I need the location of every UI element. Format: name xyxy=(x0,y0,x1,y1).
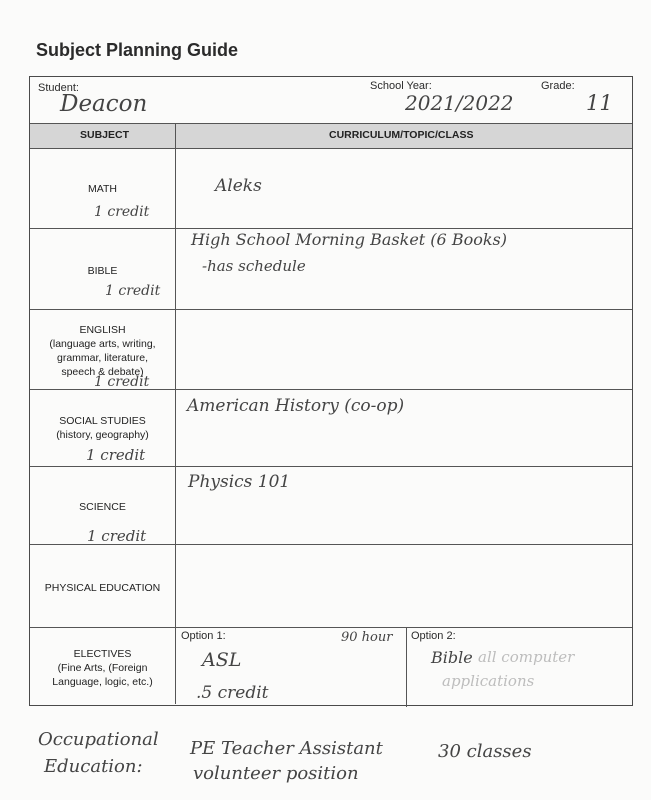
english-credit[interactable]: 1 credit xyxy=(94,374,150,390)
option1-label: Option 1: xyxy=(181,630,226,642)
subject-english xyxy=(30,323,175,379)
subject-social-studies xyxy=(30,414,175,442)
social-studies-credit[interactable]: 1 credit xyxy=(86,446,146,464)
subject-science: SCIENCE xyxy=(79,501,126,513)
option1-value[interactable]: ASL xyxy=(202,649,242,671)
subject-physical-education: PHYSICAL EDUCATION xyxy=(44,582,161,594)
option2-faint-line1: all computer xyxy=(478,648,575,666)
option1-hours[interactable]: 90 hour xyxy=(341,630,393,645)
footer-text-line1[interactable]: PE Teacher Assistant xyxy=(190,738,383,759)
option2-label: Option 2: xyxy=(411,630,456,642)
bible-curriculum-note[interactable]: -has schedule xyxy=(202,257,306,275)
footer-classes[interactable]: 30 classes xyxy=(438,741,532,762)
footer-label-line2[interactable]: Education: xyxy=(44,756,143,777)
subject-english-detail: grammar, literature, xyxy=(56,352,149,364)
row-divider xyxy=(30,466,632,467)
bible-curriculum[interactable]: High School Morning Basket (6 Books) xyxy=(191,230,507,249)
subject-english-detail: speech & debate) xyxy=(61,366,144,378)
column-divider xyxy=(175,123,176,704)
planning-form xyxy=(29,76,633,706)
school-year-value[interactable]: 2021/2022 xyxy=(405,91,514,115)
bible-credit[interactable]: 1 credit xyxy=(105,283,161,299)
subject-electives-detail: Language, logic, etc.) xyxy=(52,676,153,688)
grade-value[interactable]: 11 xyxy=(586,91,613,115)
page-title: Subject Planning Guide xyxy=(36,40,239,60)
subject-english-title: ENGLISH xyxy=(79,324,126,336)
row-divider xyxy=(30,309,632,310)
footer-text-line2[interactable]: volunteer position xyxy=(193,763,359,784)
subject-math: MATH xyxy=(88,183,117,195)
footer-label-line1[interactable]: Occupational xyxy=(38,729,159,750)
option2-value[interactable]: Bible xyxy=(431,648,473,667)
subject-social-detail: (history, geography) xyxy=(56,429,149,441)
grade-label: Grade: xyxy=(541,80,575,92)
subject-social-title: SOCIAL STUDIES xyxy=(59,415,146,427)
subject-column-header: SUBJECT xyxy=(80,129,130,141)
student-name[interactable]: Deacon xyxy=(60,91,148,117)
subject-bible: BIBLE xyxy=(87,265,118,277)
school-year-label: School Year: xyxy=(370,80,432,92)
subject-electives-detail: (Fine Arts, (Foreign xyxy=(57,662,148,674)
subject-english-detail: (language arts, writing, xyxy=(49,338,156,350)
math-credit[interactable]: 1 credit xyxy=(94,204,150,220)
subject-electives xyxy=(30,647,175,689)
row-divider xyxy=(30,228,632,229)
divider xyxy=(30,123,632,124)
curriculum-column-header: CURRICULUM/TOPIC/CLASS xyxy=(329,129,474,141)
subject-electives-title: ELECTIVES xyxy=(73,648,132,660)
student-label: Student: xyxy=(38,82,79,94)
science-credit[interactable]: 1 credit xyxy=(87,527,147,545)
science-curriculum[interactable]: Physics 101 xyxy=(188,472,291,492)
social-studies-curriculum[interactable]: American History (co-op) xyxy=(187,396,405,416)
divider xyxy=(30,148,632,149)
math-curriculum[interactable]: Aleks xyxy=(215,176,262,196)
option1-credit[interactable]: .5 credit xyxy=(196,683,269,703)
option2-faint-line2: applications xyxy=(442,672,535,690)
electives-option-divider xyxy=(406,627,407,707)
row-divider xyxy=(30,627,632,628)
